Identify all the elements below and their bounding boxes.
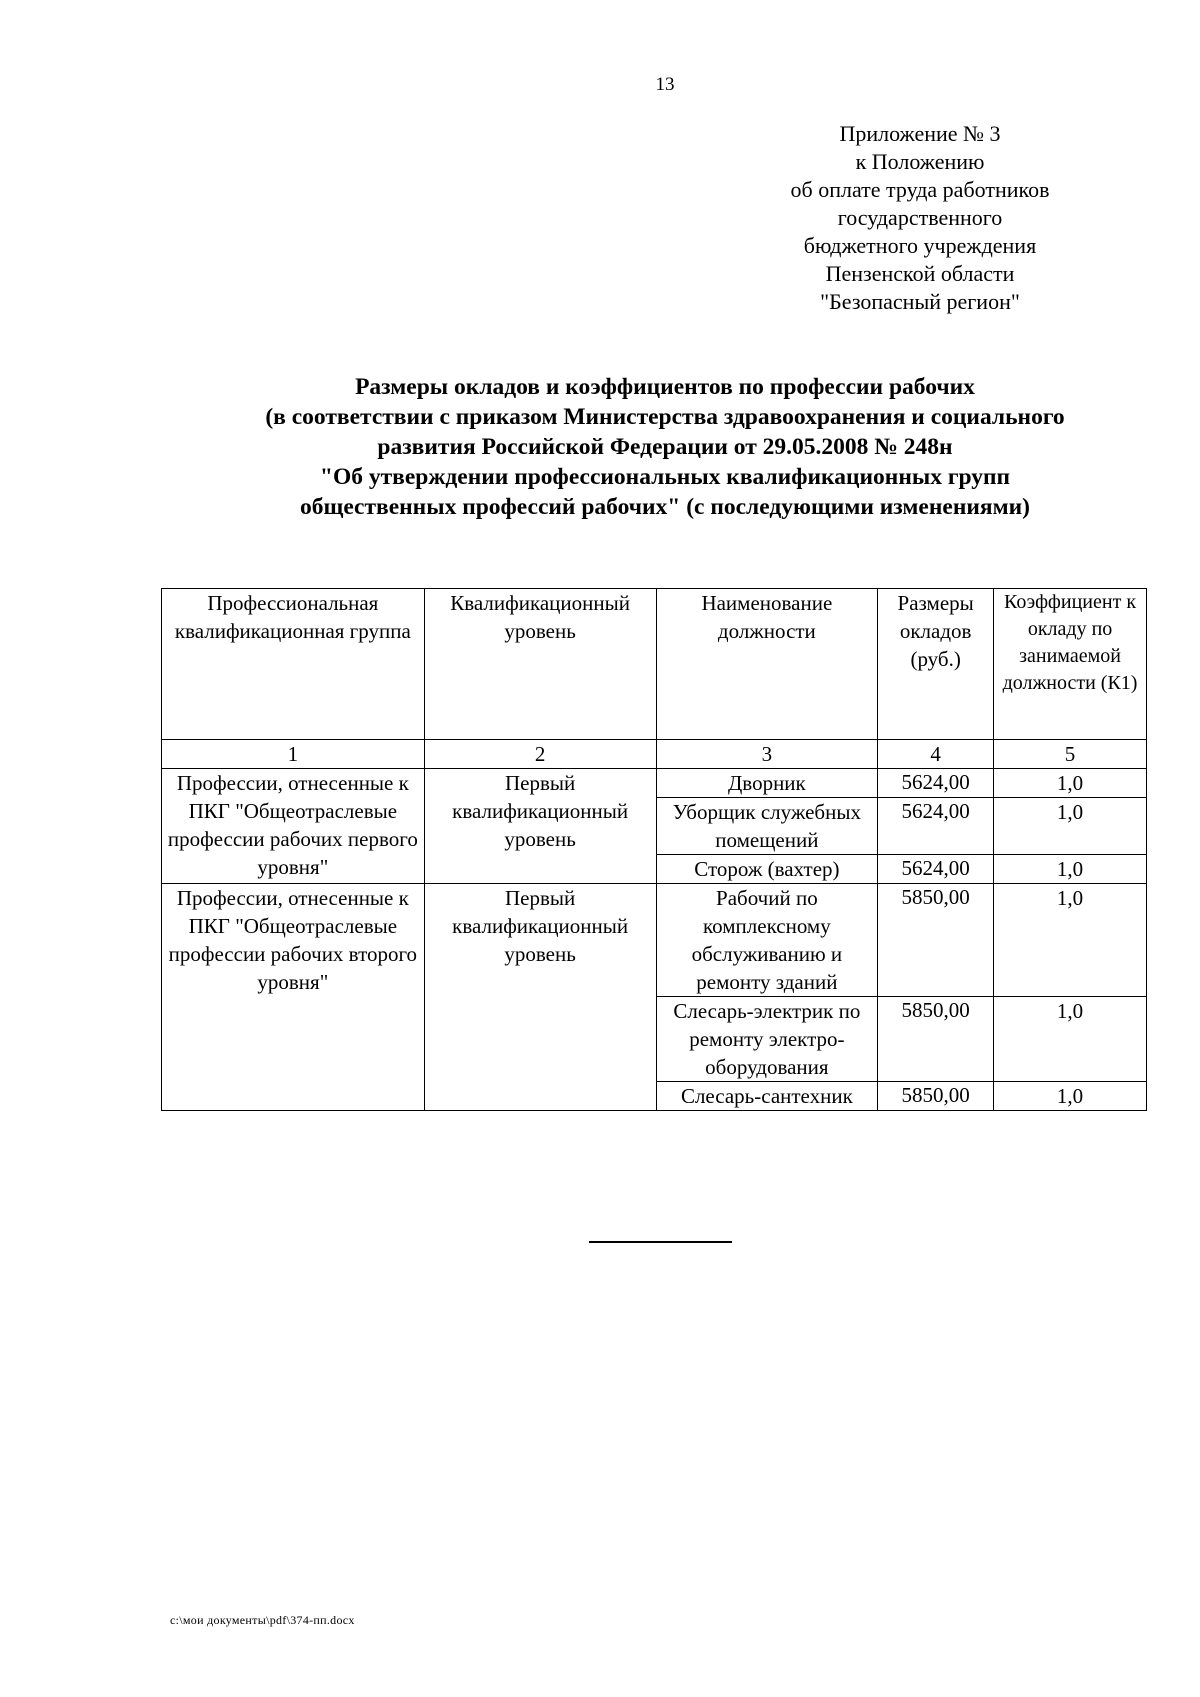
- end-divider: [589, 1241, 732, 1243]
- salary-table: [161, 588, 1147, 1111]
- appendix-line: "Безопасный регион": [820, 289, 1020, 314]
- title-line: "Об утверждении профессиональных квалификационных групп: [319, 464, 1011, 490]
- appendix-line: Пензенской области: [825, 261, 1015, 286]
- coefficient-cell: 1,0: [994, 855, 1147, 884]
- appendix-line: Приложение № 3: [839, 121, 1001, 146]
- coefficient-cell: 1,0: [994, 798, 1147, 855]
- header-position: Наименование должности: [656, 589, 878, 740]
- coefficient-cell: 1,0: [994, 884, 1147, 997]
- title-line: Размеры окладов и коэффициентов по профессии рабочих: [355, 374, 975, 400]
- position-cell: Слесарь-сантехник: [656, 1082, 878, 1111]
- appendix-line: об оплате труда работников: [790, 177, 1050, 202]
- title-line: (в соответствии с приказом Министерства здравоохранения и социального: [265, 404, 1065, 430]
- position-cell: Слесарь-электрик по ремонту электро-оборудования: [656, 997, 878, 1082]
- coefficient-cell: 1,0: [994, 997, 1147, 1082]
- coefficient-cell: 1,0: [994, 769, 1147, 798]
- appendix-block: [760, 120, 1080, 316]
- page-number: 13: [655, 74, 675, 95]
- table-header-row: [162, 589, 1147, 740]
- column-number-row: [162, 740, 1147, 769]
- header-group: Профессиональная квалификационная группа: [162, 589, 425, 740]
- title-line: развития Российской Федерации от 29.05.2008 № 248н: [377, 434, 953, 460]
- header-coefficient: Коэффициент к окладу по занимаемой должности (К1): [994, 589, 1147, 740]
- table-row: [162, 884, 1147, 997]
- salary-cell: 5624,00: [878, 798, 994, 855]
- appendix-line: государственного: [837, 205, 1003, 230]
- position-cell: Уборщик служебных помещений: [656, 798, 878, 855]
- column-number: 5: [994, 740, 1147, 769]
- column-number: 2: [424, 740, 656, 769]
- column-number: 4: [878, 740, 994, 769]
- document-title: [150, 372, 1180, 522]
- footer-file-path: c:\мои документы\pdf\374-пп.docx: [170, 1613, 355, 1627]
- header-level: Квалификационный уровень: [424, 589, 656, 740]
- salary-cell: 5624,00: [878, 855, 994, 884]
- column-number: 3: [656, 740, 878, 769]
- header-salary: Размеры окладов (руб.): [878, 589, 994, 740]
- group-cell: Профессии, отнесенные к ПКГ "Общеотраслевые профессии рабочих первого уровня": [162, 769, 425, 884]
- table-row: [162, 769, 1147, 798]
- position-cell: Дворник: [656, 769, 878, 798]
- salary-cell: 5850,00: [878, 884, 994, 997]
- appendix-line: к Положению: [855, 149, 985, 174]
- appendix-line: бюджетного учреждения: [803, 233, 1037, 258]
- group-cell: Профессии, отнесенные к ПКГ "Общеотраслевые профессии рабочих второго уровня": [162, 884, 425, 1111]
- level-cell: Первый квалификационный уровень: [424, 884, 656, 1111]
- salary-cell: 5624,00: [878, 769, 994, 798]
- title-line: общественных профессий рабочих" (с последующими изменениями): [299, 494, 1030, 520]
- level-cell: Первый квалификационный уровень: [424, 769, 656, 884]
- coefficient-cell: 1,0: [994, 1082, 1147, 1111]
- position-cell: Рабочий по комплексному обслуживанию и ремонту зданий: [656, 884, 878, 997]
- salary-cell: 5850,00: [878, 1082, 994, 1111]
- column-number: 1: [162, 740, 425, 769]
- position-cell: Сторож (вахтер): [656, 855, 878, 884]
- salary-cell: 5850,00: [878, 997, 994, 1082]
